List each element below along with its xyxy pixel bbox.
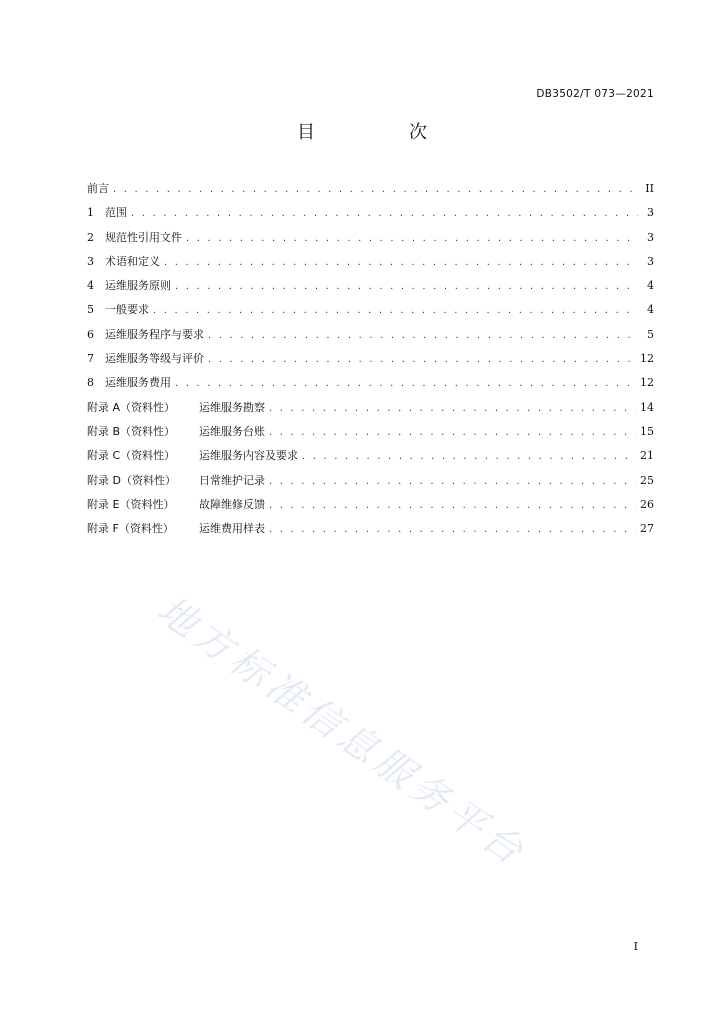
toc-entry[interactable] [87,399,654,423]
toc-entry-number: 7 [87,352,94,366]
toc-leader-dots [208,354,636,365]
toc-leader-dots [269,403,636,414]
toc-entry-page: II [645,182,654,195]
toc-entry[interactable] [87,423,654,447]
toc-entry-title: 运维服务程序与要求 [105,327,204,341]
toc-entry-page: 21 [640,449,654,463]
toc-entry-appendix-label: 附录 B（资料性） [87,424,176,438]
toc-leader-dots [269,427,636,438]
footer-page-number: I [633,940,638,953]
toc-entry-title: 日常维护记录 [199,473,265,487]
toc-leader-dots [131,208,638,219]
toc-entry-page: 5 [647,327,654,341]
toc-entry-page: 14 [640,400,654,414]
toc-entry[interactable] [87,472,654,496]
toc-leader-dots [164,257,638,268]
toc-entry-page: 25 [640,473,654,487]
toc-entry[interactable] [87,253,654,277]
toc-leader-dots [153,305,638,316]
toc-entry-page: 26 [640,497,654,511]
toc-entry-title: 前言 [87,182,109,195]
toc-leader-dots [175,378,636,389]
toc-entry-number: 4 [87,279,94,293]
toc-entry-number: 5 [87,303,94,317]
toc-leader-dots [208,330,638,341]
toc-entry-page: 15 [640,424,654,438]
toc-entry[interactable] [87,350,654,374]
toc-entry-appendix-label: 附录 D（资料性） [87,473,176,487]
toc-entry-title: 运维服务费用 [105,376,171,390]
toc-entry-number: 2 [87,230,94,244]
toc-entry[interactable] [87,277,654,301]
toc-entry-page: 12 [640,352,654,366]
toc-entry-page: 4 [647,303,654,317]
toc-entry-title: 运维服务台账 [199,424,265,438]
toc-entry[interactable] [87,496,654,520]
toc-leader-dots [302,451,636,462]
toc-entry[interactable] [87,301,654,325]
toc-entry-number: 1 [87,206,94,220]
document-code: DB3502/T 073—2021 [536,88,654,100]
watermark: 地方标准信息服务平台 [149,587,536,876]
toc-entry-title: 运维服务等级与评价 [105,352,204,366]
toc-entry-title: 术语和定义 [105,254,160,268]
toc-entry-appendix-label: 附录 A（资料性） [87,400,176,414]
toc-entry-number: 3 [87,254,94,268]
page-title: 目 次 [297,122,465,143]
toc-entry-page: 12 [640,376,654,390]
toc-entry[interactable] [87,520,654,544]
toc-entry[interactable] [87,326,654,350]
toc-leader-dots [269,524,636,535]
toc-leader-dots [269,476,636,487]
toc-entry-title: 运维服务勘察 [199,400,265,414]
toc-entry-title: 规范性引用文件 [105,230,182,244]
toc-entry-title: 运维费用样表 [199,522,265,536]
toc-entry-page: 27 [640,522,654,536]
toc-entry[interactable] [87,180,654,204]
toc-entry-page: 3 [647,206,654,220]
toc-leader-dots [113,184,638,195]
toc-entry[interactable] [87,374,654,398]
toc-entry-appendix-label: 附录 E（资料性） [87,497,175,511]
toc-entry-page: 4 [647,279,654,293]
toc-entry-appendix-label: 附录 F（资料性） [87,522,174,536]
table-of-contents [87,180,654,544]
toc-entry-appendix-label: 附录 C（资料性） [87,449,176,463]
toc-entry-title: 故障维修反馈 [199,497,265,511]
toc-entry-page: 3 [647,230,654,244]
toc-leader-dots [186,233,638,244]
toc-entry-page: 3 [647,254,654,268]
toc-leader-dots [175,281,638,292]
toc-entry[interactable] [87,447,654,471]
toc-entry-number: 8 [87,376,94,390]
toc-entry-title: 运维服务原则 [105,279,171,293]
toc-entry[interactable] [87,204,654,228]
toc-entry[interactable] [87,229,654,253]
toc-entry-title: 范围 [105,206,127,220]
toc-entry-title: 一般要求 [105,303,149,317]
toc-leader-dots [269,500,636,511]
toc-entry-number: 6 [87,327,94,341]
toc-entry-title: 运维服务内容及要求 [199,449,298,463]
